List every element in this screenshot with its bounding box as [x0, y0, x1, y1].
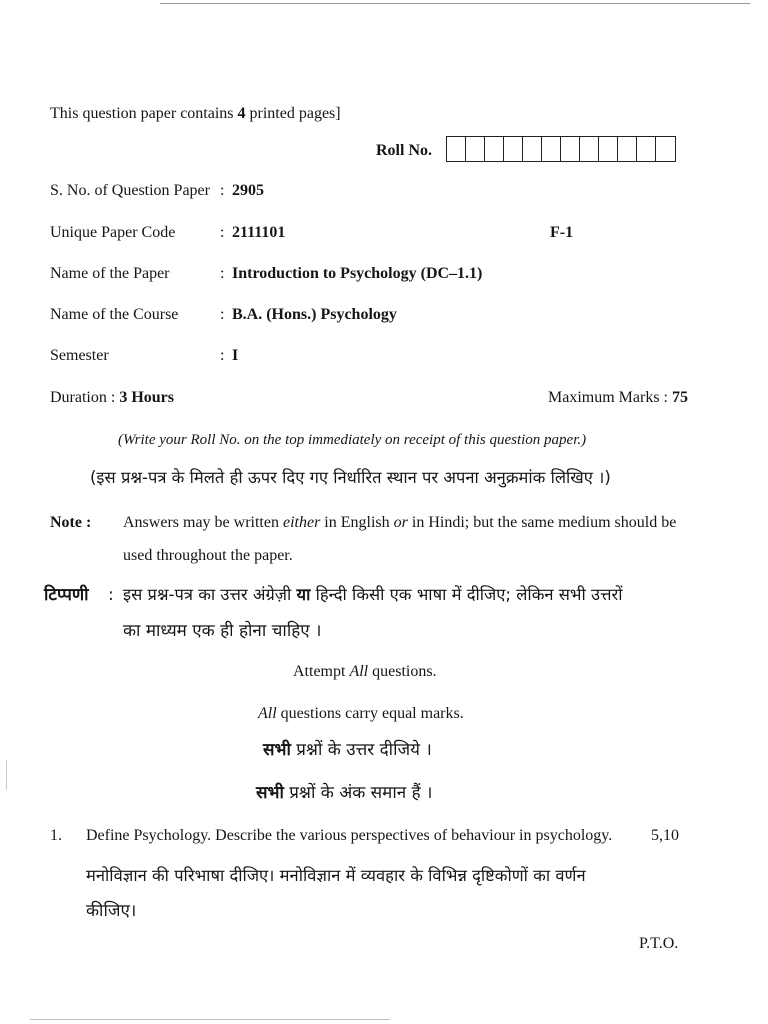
- hindi-attempt-line: सभी प्रश्नों के उत्तर दीजिये ।: [263, 740, 432, 760]
- field-label-paper-name: Name of the Paper: [50, 265, 170, 282]
- set-code: F-1: [550, 224, 574, 241]
- duration: Duration : 3 Hours: [50, 389, 174, 406]
- tippani-line-2: का माध्यम एक ही होना चाहिए ।: [123, 621, 322, 641]
- field-value-semester: I: [232, 347, 239, 364]
- equal-marks-line: All questions carry equal marks.: [258, 705, 464, 722]
- roll-number-cell[interactable]: [485, 137, 504, 161]
- left-margin-mark: [6, 760, 7, 790]
- field-value-course: B.A. (Hons.) Psychology: [232, 306, 397, 323]
- note-label: Note :: [50, 514, 92, 531]
- roll-number-cell[interactable]: [599, 137, 618, 161]
- question-text-hindi-line-1: मनोविज्ञान की परिभाषा दीजिए। मनोविज्ञान में व्यवहार के विभिन्न दृष्टिकोणों का वर्णन: [86, 866, 586, 885]
- question-text-english: Define Psychology. Describe the various perspectives of behaviour in psychology.: [86, 827, 613, 844]
- field-label-semester: Semester: [50, 347, 109, 364]
- field-value-serial: 2905: [232, 182, 264, 199]
- instruction-english: (Write your Roll No. on the top immediately on receipt of this question paper.): [118, 432, 587, 448]
- top-edge-line: [160, 3, 750, 4]
- field-label-paper-code: Unique Paper Code: [50, 224, 176, 241]
- instruction-hindi: (इस प्रश्न-पत्र के मिलते ही ऊपर दिए गए निर्धारित स्थान पर अपना अनुक्रमांक लिखिए ।): [90, 468, 611, 487]
- roll-number-cell[interactable]: [618, 137, 637, 161]
- tippani-line-1: इस प्रश्न-पत्र का उत्तर अंग्रेज़ी या हिन्दी किसी एक भाषा में दीजिए; लेकिन सभी उत्तरों: [123, 585, 623, 604]
- field-value-paper-code: 2111101: [232, 224, 286, 241]
- roll-number-cell[interactable]: [580, 137, 599, 161]
- pages-note: This question paper contains 4 printed pages]: [50, 105, 341, 122]
- roll-number-cell[interactable]: [656, 137, 675, 161]
- roll-number-label: Roll No.: [376, 142, 432, 159]
- maximum-marks: Maximum Marks : 75: [548, 389, 688, 406]
- roll-number-cell[interactable]: [637, 137, 656, 161]
- field-label-serial: S. No. of Question Paper: [50, 182, 210, 199]
- question-number: 1.: [50, 827, 62, 844]
- bottom-edge-line: [30, 1019, 390, 1020]
- roll-number-cell[interactable]: [523, 137, 542, 161]
- tippani-colon: :: [108, 585, 114, 605]
- roll-number-cell[interactable]: [447, 137, 466, 161]
- roll-number-cell[interactable]: [466, 137, 485, 161]
- roll-number-cell[interactable]: [542, 137, 561, 161]
- question-marks: 5,10: [651, 827, 679, 844]
- field-label-course: Name of the Course: [50, 306, 179, 323]
- field-colon: :: [220, 306, 225, 323]
- roll-number-cell[interactable]: [561, 137, 580, 161]
- question-text-hindi-line-2: कीजिए।: [86, 901, 137, 921]
- please-turn-over: P.T.O.: [639, 935, 679, 952]
- roll-number-cell[interactable]: [504, 137, 523, 161]
- field-value-paper-name: Introduction to Psychology (DC–1.1): [232, 265, 483, 282]
- hindi-equal-marks-line: सभी प्रश्नों के अंक समान हैं ।: [256, 783, 433, 803]
- field-colon: :: [220, 224, 225, 241]
- note-line-2: used throughout the paper.: [123, 547, 293, 564]
- note-line-1: Answers may be written either in English or in Hindi; but the same medium should be: [123, 514, 677, 531]
- attempt-all-line: Attempt All questions.: [293, 663, 437, 680]
- roll-number-boxes[interactable]: [446, 136, 676, 162]
- field-colon: :: [220, 265, 225, 282]
- field-colon: :: [220, 347, 225, 364]
- tippani-label: टिप्पणी: [44, 585, 89, 605]
- field-colon: :: [220, 182, 225, 199]
